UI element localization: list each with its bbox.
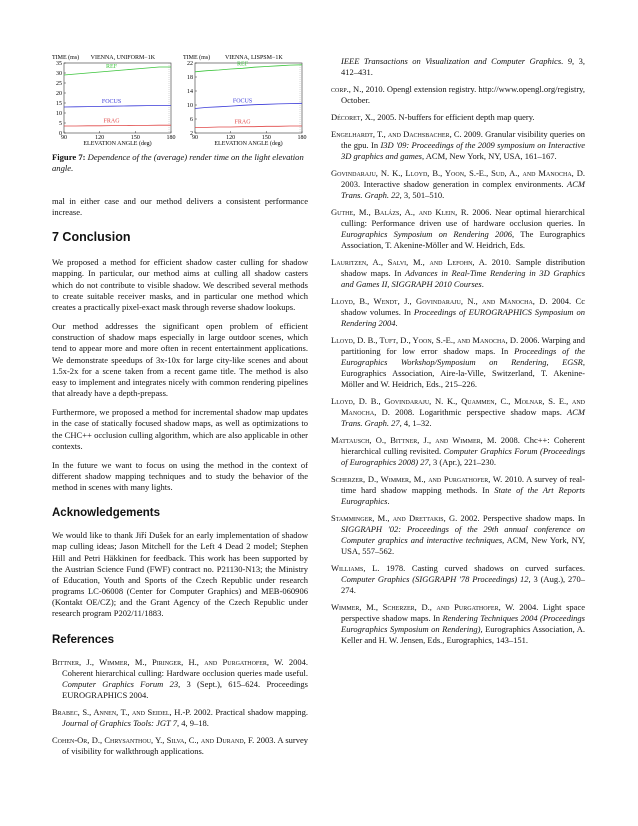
chart-ylabel: TIME (ms) — [52, 55, 80, 61]
y-tick-label: 6 — [190, 117, 193, 123]
reference-venue: ACM Trans. Graph. 22 — [341, 179, 585, 200]
reference-entry — [52, 735, 308, 757]
y-tick-label: 20 — [56, 91, 62, 97]
reference-text: 2006. Near optimal hierarchical culling: Performance driven use of hardware occlusion queries. In — [341, 207, 585, 228]
reference-text: 2005. N-buffers for efficient depth map query. — [375, 112, 535, 122]
reference-details: , 3 (Apr.), 221–230. — [428, 457, 497, 467]
reference-venue: I3D '09: Proceedings of the 2009 symposium on Interactive 3D graphics and games — [341, 140, 585, 161]
reference-details: , 4, 1–32. — [399, 418, 432, 428]
reference-venue: State of the Art Reports Eurographics — [341, 485, 585, 506]
chart-svg — [183, 53, 308, 153]
reference-entry — [331, 257, 585, 290]
reference-text: 2003. A survey of visibility for walkthrough applications. — [62, 734, 308, 756]
series-line-focus — [64, 105, 171, 107]
series-label-ref: REF — [106, 64, 118, 70]
reference-authors: Lloyd, D. B., Govindaraju, N. K., Quammen, C., Molnar, S. E., and Manocha, D. — [331, 396, 585, 417]
reference-details: , 3 (Aug.), 270–274. — [341, 574, 585, 595]
reference-entry — [331, 207, 585, 251]
reference-venue: Rendering Techniques 2004 (Proceedings Eurographics Symposium on Rendering) — [341, 613, 585, 634]
x-tick-label: 90 — [192, 135, 198, 141]
y-tick-label: 15 — [56, 101, 62, 107]
x-tick-label: 150 — [261, 135, 271, 141]
caption-label: Figure 7: — [52, 152, 86, 162]
chart-lispsm — [183, 53, 308, 153]
x-tick-label: 180 — [297, 135, 307, 141]
reference-text: 2003. Interactive shadow generation in complex environments. — [341, 179, 568, 189]
reference-authors: Lloyd, B., Wendt, J., Govindaraju, N., and Manocha, D. — [331, 296, 548, 306]
reference-details: . — [387, 496, 390, 506]
reference-venue: Computer Graphics Forum (Proceedings of Eurographics 2008) 27 — [341, 446, 585, 467]
chart-uniform — [52, 53, 177, 153]
reference-authors: Bittner, J., Wimmer, M., Piringer, H., and Purgathofer, W. — [52, 656, 284, 667]
chart-xlabel: ELEVATION ANGLE (deg) — [83, 141, 152, 147]
y-tick-label: 5 — [59, 121, 62, 127]
series-line-frag — [195, 126, 302, 127]
reference-entry — [331, 168, 585, 201]
reference-details: , 3 (Sept.), 615–624. Proceedings EUROGRAPHICS 2004. — [62, 678, 308, 700]
reference-venue: ACM Trans. Graph. 27 — [341, 407, 585, 428]
series-label-frag: FRAG — [103, 118, 120, 125]
y-tick-label: 2 — [190, 131, 193, 137]
series-line-frag — [64, 125, 171, 126]
reference-entry — [331, 112, 585, 123]
reference-details: , 3, 412–431. — [341, 56, 586, 77]
reference-venue: Computer Graphics (SIGGRAPH '78 Proceedings) 12 — [341, 574, 529, 584]
reference-text: 2008. Chc++: Coherent hierarchical culling revisited. — [341, 435, 585, 456]
series-line-ref — [195, 65, 302, 72]
conclusion-paragraph: Our method addresses the significant open problem of efficient construction of shadow maps especially in large outdoor scenes, which tend to appear more and more often in recent entertainment applications. We demonstrate speedups of 3x-10x for large city-like scenes and about 1.5x-2x for a scene taken from a recent game title. The method is also easy to implement and integrates nicely with common rendering pipelines that already have a depth-prepass. — [52, 321, 308, 399]
reference-authors: Lloyd, D. B., Tuft, D., Yoon, S.-E., and Manocha, D. — [331, 335, 519, 345]
references-list-right — [331, 56, 585, 652]
conclusion-paragraph: We proposed a method for efficient shadow caster culling for shadow mapping. In particular, our method aims at culling all shadow casters which do not contribute to visible shadow. We described several methods to create suitable receiver masks, and in particular one method which creates a practically pixel-exact mask through reverse shadow lookups. — [52, 257, 308, 312]
x-tick-label: 150 — [130, 135, 140, 141]
y-tick-label: 30 — [56, 71, 62, 77]
reference-details: , Eurographics Association, Aire-la-Ville, Switzerland, T. Akenine-Möller and W. Heidrich, Eds., 215–226. — [341, 357, 585, 389]
reference-venue: SIGGRAPH '02: Proceedings of the 29th annual conference on Computer graphics and interactive techniques — [341, 524, 585, 545]
acknowledgements-text: We would like to thank Jiří Dušek for an early implementation of shadow map culling ideas; Jason Mitchell for the Left 4 Dead 2 model; Stephen Hill and Petri Häkkinen for feedback. This work has been supported by the Austrian Science Fund (FWF) contract no. P21130-N13; the Ministry of Education, Youth and Sports of the Czech Republic under research programs LC-06008 (Center for Computer Graphics) and MEB-060906 (Kontakt OE/CZ); and the Grant Agency of the Czech Republic under research program P202/11/1883. — [52, 530, 308, 619]
reference-entry — [331, 563, 585, 596]
chart-xlabel: ELEVATION ANGLE (deg) — [214, 141, 283, 147]
chart-title: VIENNA, LISPSM−1K — [224, 55, 283, 61]
reference-details: , The Eurographics Association, T. Akenine-Möller and W. Heidrich, Eds. — [341, 229, 585, 250]
x-tick-label: 120 — [95, 135, 105, 141]
reference-authors: Govindaraju, N. K., Lloyd, B., Yoon, S.-E., Sud, A., and Manocha, D. — [331, 168, 585, 178]
reference-text: 1978. Casting curved shadows on curved surfaces. — [379, 563, 585, 573]
reference-venue: IEEE Transactions on Visualization and Computer Graphics. 9 — [341, 56, 573, 66]
conclusion-heading: 7 Conclusion — [52, 230, 131, 245]
acknowledgements-heading: Acknowledgements — [52, 507, 160, 520]
reference-authors: Williams, L. — [331, 563, 380, 573]
reference-authors: Cohen-Or, D., Chrysanthou, Y., Silva, C., and Durand, F. — [52, 734, 255, 745]
reference-authors: Mattausch, O., Bittner, J., and Wimmer, M. — [331, 435, 497, 445]
reference-text: 2004. Coherent hierarchical culling: Hardware occlusion queries made useful. — [62, 656, 308, 678]
x-tick-label: 180 — [166, 135, 176, 141]
y-tick-label: 18 — [187, 75, 193, 81]
reference-authors: Scherzer, D., Wimmer, M., and Purgathofer, W. — [331, 474, 503, 484]
y-tick-label: 35 — [56, 61, 62, 67]
conclusion-paragraph: In the future we want to focus on using the method in the context of different shadow mapping techniques and to study the behavior of the method in scenes with many lights. — [52, 459, 308, 493]
reference-entry — [331, 84, 585, 106]
reference-text: 2010. A survey of real-time hard shadow mapping methods. In — [341, 474, 585, 495]
reference-authors: Stamminger, M., and Drettakis, G. — [331, 513, 458, 523]
intro-paragraph: mal in either case and our method delivers a consistent performance increase. — [52, 196, 308, 218]
reference-venue: Computer Graphics Forum 23 — [62, 678, 179, 689]
y-tick-label: 22 — [187, 61, 193, 67]
reference-entry — [331, 474, 585, 507]
reference-text: 2004. Light space perspective shadow maps. In — [341, 602, 585, 623]
reference-authors: Lauritzen, A., Salvi, M., and Lefohn, A. — [331, 257, 488, 267]
caption-text: Dependence of the (average) render time on the light elevation angle. — [52, 152, 304, 173]
reference-details: , ACM, New York, NY, USA, 161–167. — [421, 151, 557, 161]
references-heading: References — [52, 633, 115, 646]
reference-details: . — [395, 318, 398, 328]
reference-venue: Eurographics Symposium on Rendering 2006 — [341, 229, 513, 239]
reference-details: . — [481, 279, 484, 289]
series-label-focus: FOCUS — [101, 99, 122, 106]
reference-venue: Proceedings of EUROGRAPHICS Symposium on Rendering 2004 — [341, 307, 585, 328]
reference-authors: corp., N., — [331, 84, 364, 94]
conclusion-body — [52, 257, 308, 493]
reference-venue: Proceedings of the Eurographics Workshop/Symposium on Rendering, EGSR — [341, 346, 585, 367]
reference-text: 2010. Sample distribution shadow maps. In — [341, 257, 585, 278]
reference-entry — [331, 129, 585, 162]
reference-authors: Décoret, X., — [331, 112, 376, 122]
reference-entry — [52, 657, 308, 701]
reference-entry — [331, 435, 585, 468]
chart-svg — [52, 53, 177, 153]
series-label-ref: REF — [237, 61, 249, 68]
reference-text: 2010. Opengl extension registry. http://www.opengl.org/registry, October. — [341, 84, 585, 105]
reference-entry — [331, 513, 585, 557]
series-label-focus: FOCUS — [232, 98, 253, 105]
figure-caption — [52, 152, 308, 174]
reference-entry — [331, 296, 585, 329]
chart-title: VIENNA, UNIFORM−1K — [90, 55, 156, 61]
reference-text: 2004. Cc shadow volumes. In — [341, 296, 585, 317]
reference-details: , ACM, New York, NY, USA, 557–562. — [341, 535, 585, 556]
y-tick-label: 10 — [56, 111, 62, 117]
reference-entry — [331, 396, 585, 429]
y-tick-label: 14 — [187, 89, 193, 95]
reference-details: , Eurographics Association, A. Keller and H. W. Jensen, Eds., Eurographics, 143–151. — [341, 624, 585, 645]
reference-details: , 4, 9–18. — [177, 717, 209, 728]
reference-text: 2002. Perspective shadow maps. In — [457, 513, 585, 523]
reference-entry — [331, 56, 585, 78]
series-line-ref — [64, 67, 171, 75]
reference-text: 2002. Practical shadow mapping. — [191, 706, 309, 717]
reference-text: 2006. Warping and partitioning for low error shadow maps. In — [341, 335, 585, 356]
y-tick-label: 25 — [56, 81, 62, 87]
references-list-left — [52, 657, 308, 757]
reference-authors: Brabec, S., Annen, T., and Seidel, H.-P. — [52, 706, 192, 717]
x-tick-label: 90 — [61, 135, 67, 141]
y-tick-label: 0 — [59, 131, 62, 137]
series-label-frag: FRAG — [234, 119, 251, 126]
reference-authors: Guthe, M., Balázs, A., and Klein, R. — [331, 207, 469, 217]
reference-venue: Advances in Real-Time Rendering in 3D Graphics and Games II, SIGGRAPH 2010 Courses — [341, 268, 585, 289]
conclusion-paragraph: Furthermore, we proposed a method for incremental shadow map updates in the case of statically focused shadow maps, as well as optimizations to the CHC++ occlusion culling algorithm, which are also applicable in other contexts. — [52, 407, 308, 451]
reference-venue: Journal of Graphics Tools: JGT 7 — [62, 717, 177, 728]
reference-entry — [52, 707, 308, 729]
x-tick-label: 120 — [226, 135, 236, 141]
y-tick-label: 10 — [187, 103, 193, 109]
reference-authors: Wimmer, M., Scherzer, D., and Purgathofer, W. — [331, 602, 515, 612]
main-text — [52, 196, 308, 763]
chart-ylabel: TIME (ms) — [183, 55, 211, 61]
reference-text: 2008. Logarithmic perspective shadow maps. — [389, 407, 568, 417]
reference-text: 2009. Granular visibility queries on the gpu. In — [341, 129, 585, 150]
reference-details: , 3, 501–510. — [399, 190, 445, 200]
reference-authors: Engelhardt, T., and Dachsbacher, C. — [331, 129, 462, 139]
reference-entry — [331, 602, 585, 646]
reference-entry — [331, 335, 585, 390]
